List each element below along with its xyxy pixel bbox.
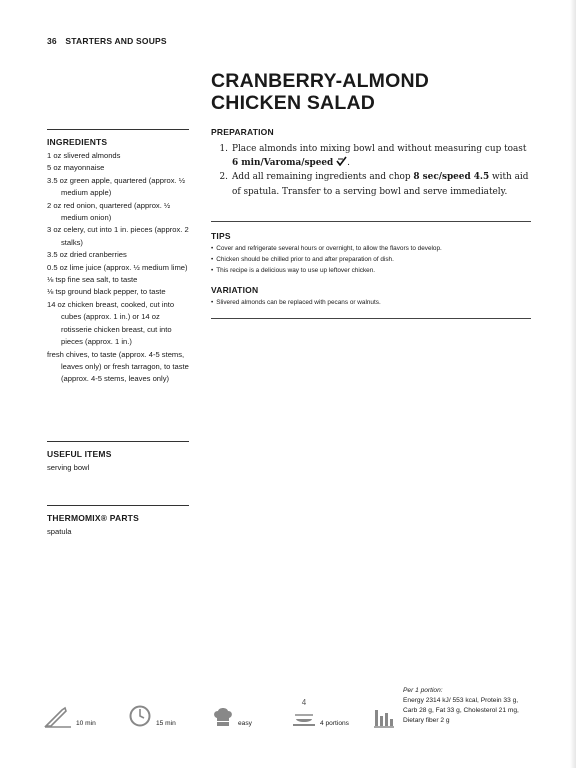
- thermomix-parts-section: [47, 505, 189, 538]
- variation-item: • Slivered almonds can be replaced with pecans or walnuts.: [211, 298, 531, 309]
- thermomix-parts-text: spatula: [47, 527, 72, 536]
- tip-item: • Chicken should be chilled prior to and after preparation of dish.: [211, 255, 531, 266]
- counter-clockwise-icon: [336, 156, 347, 166]
- prep-time: [44, 706, 96, 728]
- difficulty: [212, 706, 252, 728]
- useful-items-section: [47, 441, 189, 474]
- portions-icon-wrap: [292, 698, 316, 728]
- page-edge-shadow: [570, 0, 576, 768]
- step-text: with aid of spatula. Transfer to a serving bowl and serve immediately.: [232, 172, 529, 197]
- step-tail: .: [347, 158, 350, 169]
- tips-list: [211, 244, 531, 276]
- clock-icon: [128, 704, 152, 728]
- step-setting: 8 sec/speed 4.5: [413, 172, 490, 183]
- recipe-title-line2: CHICKEN SALAD: [211, 92, 376, 114]
- page-header: [47, 36, 167, 46]
- recipe-title-line1: CRANBERRY-ALMOND: [211, 70, 430, 92]
- total-time-value: 15 min: [156, 720, 176, 727]
- chef-hat-icon: [212, 706, 234, 728]
- nutrition-label: Per 1 portion:: [403, 687, 443, 694]
- knife-icon: [44, 706, 72, 728]
- tips-variation-box: [211, 221, 531, 319]
- total-time: [128, 704, 176, 728]
- ingredients-list: [47, 150, 189, 386]
- variation-list: [211, 298, 531, 309]
- step-number: 1.: [219, 144, 228, 154]
- step-text: Place almonds into mixing bowl and without measuring cup toast: [232, 144, 527, 154]
- preparation-steps: [211, 142, 531, 199]
- ingredient-item: 1 oz slivered almonds: [47, 151, 121, 160]
- useful-items-text: serving bowl: [47, 463, 90, 472]
- variation-heading: VARIATION: [211, 285, 259, 296]
- preparation-step-2: [211, 170, 531, 198]
- step-number: 2.: [219, 172, 228, 183]
- section-title: STARTERS AND SOUPS: [65, 36, 167, 46]
- ingredient-item: 3.5 oz dried cranberries: [47, 250, 127, 260]
- preparation-heading: PREPARATION: [211, 127, 274, 137]
- ingredient-item: 3 oz celery, cut into 1 in. pieces (approx. 2 stalks): [47, 225, 189, 247]
- tip-item: • Cover and refrigerate several hours or overnight, to allow the flavors to develop.: [211, 244, 531, 255]
- portions-count: 4: [301, 698, 307, 707]
- ingredients-heading: INGREDIENTS: [47, 137, 108, 147]
- ingredient-item: 14 oz chicken breast, cooked, cut into cubes (approx. 1 in.) or 14 oz rotisserie chicken breast, cut into pieces (approx. 1 in.): [47, 299, 175, 347]
- preparation-section: [211, 127, 531, 199]
- nutrition-icon-wrap: [373, 706, 395, 728]
- ingredient-item: 3.5 oz green apple, quartered (approx. ½ medium apple): [47, 175, 186, 198]
- preparation-step-1: [211, 142, 531, 170]
- step-setting: 6 min/Varoma/speed: [232, 158, 334, 169]
- nutrition-info: [403, 686, 533, 726]
- ingredient-item: ⅛ tsp ground black pepper, to taste: [47, 287, 166, 297]
- ingredient-item: ⅛ tsp fine sea salt, to taste: [47, 275, 138, 285]
- step-text-pre: Add all remaining ingredients and chop: [232, 172, 414, 183]
- recipe-title: [211, 70, 429, 114]
- ingredients-section: [47, 129, 189, 386]
- tips-heading: TIPS: [211, 231, 231, 241]
- useful-items-heading: USEFUL ITEMS: [47, 449, 112, 459]
- thermomix-parts-heading: THERMOMIX® PARTS: [47, 513, 139, 523]
- tip-item: • This recipe is a delicious way to use up leftover chicken.: [211, 266, 531, 277]
- portions-value: 4 portions: [320, 720, 349, 727]
- nutrition-values: Energy 2314 kJ/ 553 kcal, Protein 33 g, Carb 28 g, Fat 33 g, Cholesterol 21 mg, Dietary fiber 2 g: [403, 697, 519, 724]
- prep-time-value: 10 min: [76, 720, 96, 727]
- ingredient-item: 2 oz red onion, quartered (approx. ½ medium onion): [47, 200, 171, 223]
- portions: [292, 698, 349, 728]
- page-number: 36: [47, 36, 57, 46]
- ingredient-item: fresh chives, to taste (approx. 4-5 stems, leaves only) or fresh tarragon, to taste (approx. 4-5 stems, leaves only): [47, 349, 189, 384]
- bar-chart-icon: [373, 706, 395, 728]
- plate-icon: [292, 712, 316, 728]
- ingredient-item: 0.5 oz lime juice (approx. ½ medium lime): [47, 262, 188, 272]
- ingredient-item: 5 oz mayonnaise: [47, 163, 105, 173]
- difficulty-value: easy: [238, 720, 252, 727]
